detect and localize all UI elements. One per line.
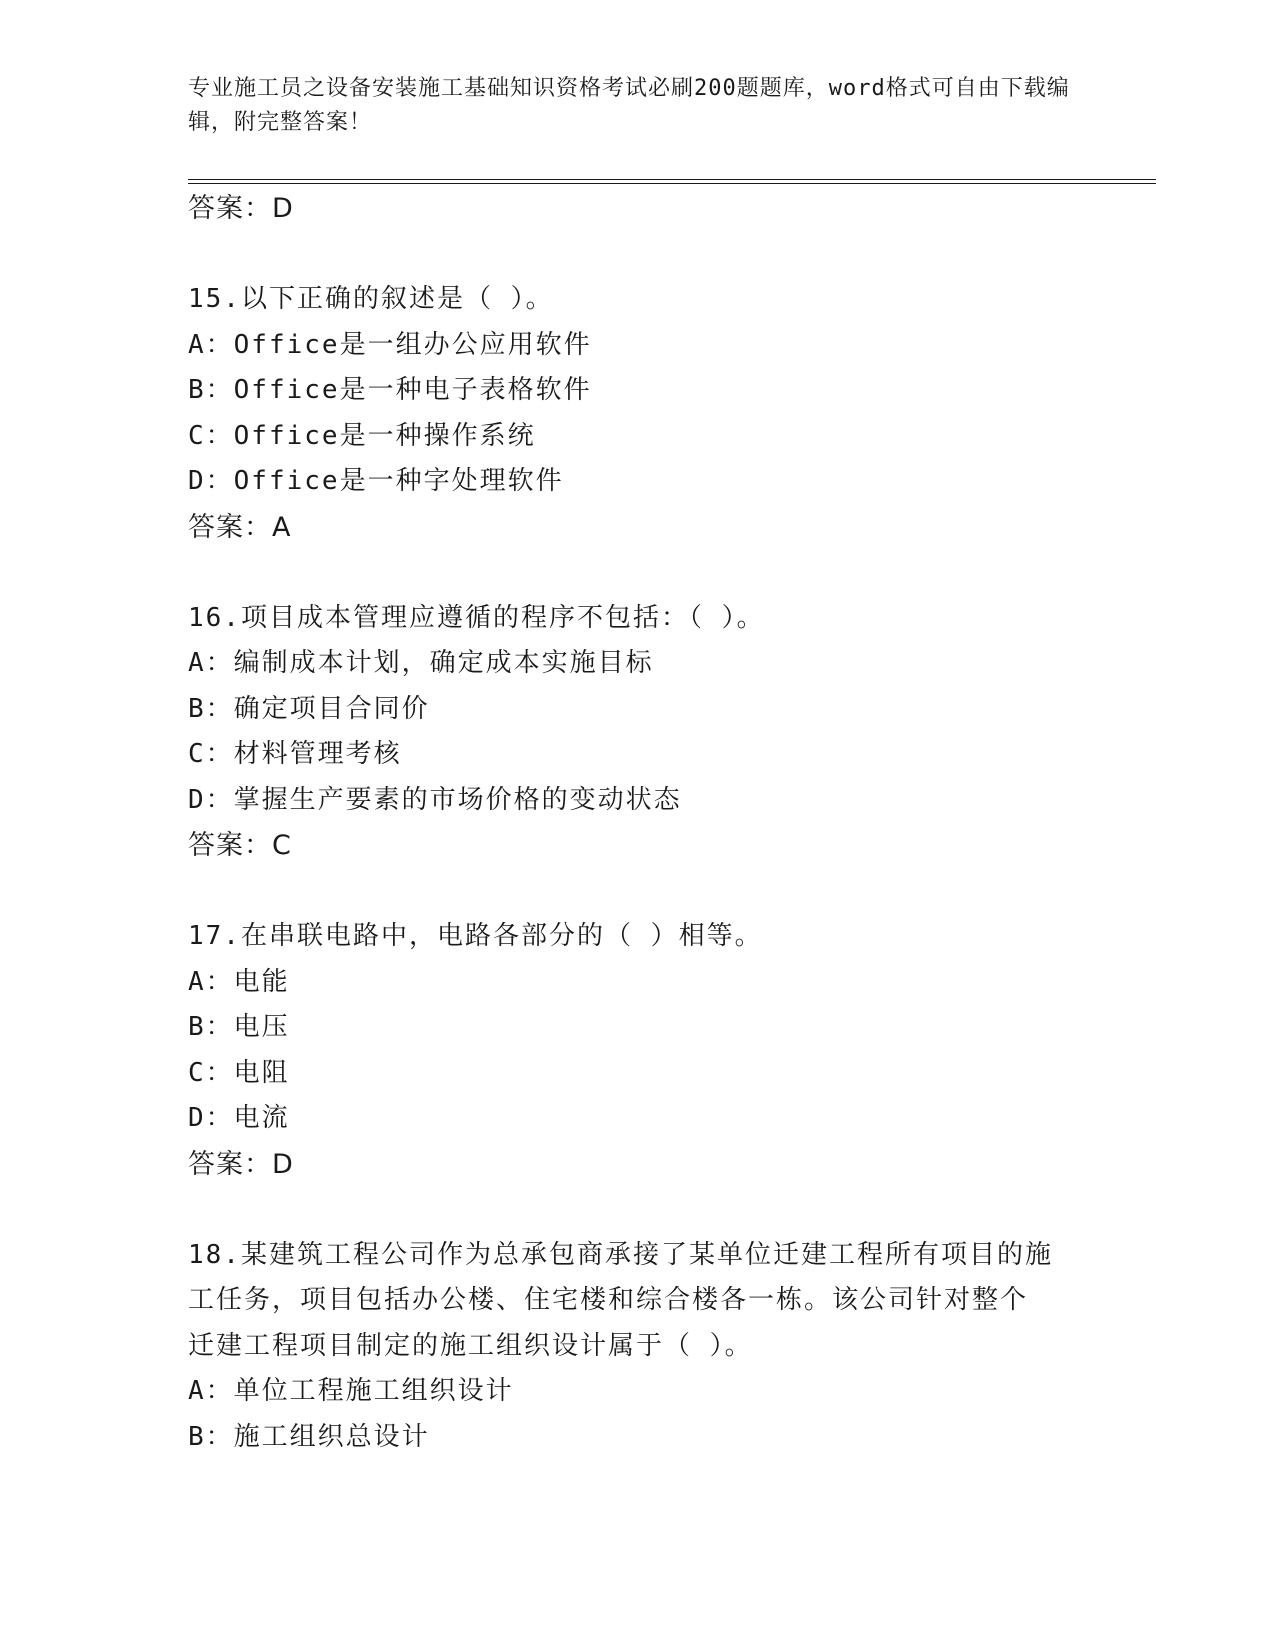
question-block: [188, 1233, 1088, 1461]
option-d: D：Office是一种字处理软件: [188, 466, 564, 496]
header-divider-top: [188, 179, 1156, 180]
option-b: B：确定项目合同价: [188, 693, 430, 724]
answer-line: 答案：D: [188, 193, 294, 224]
option-b: B：施工组织总设计: [188, 1421, 430, 1452]
option-c: C：材料管理考核: [188, 739, 402, 769]
question-stem-line-2: 工任务，项目包括办公楼、住宅楼和综合楼各一栋。该公司针对整个: [188, 1285, 1029, 1315]
option-b: B：电压: [188, 1012, 290, 1042]
spacer: [188, 869, 1088, 915]
option-d: D：电流: [188, 1103, 290, 1133]
page-header: [188, 72, 1078, 140]
answer-line: 答案：C: [188, 830, 292, 861]
option-a: A：单位工程施工组织设计: [188, 1376, 514, 1406]
question-stem-line-3: 迁建工程项目制定的施工组织设计属于（ ）。: [188, 1330, 753, 1361]
question-stem: 16.项目成本管理应遵循的程序不包括：（ ）。: [188, 602, 765, 633]
spacer: [188, 550, 1088, 596]
header-divider-bottom: [188, 183, 1156, 184]
option-c: C：电阻: [188, 1057, 290, 1088]
question-stem: 15.以下正确的叙述是（ ）。: [188, 284, 554, 314]
option-d: D：掌握生产要素的市场价格的变动状态: [188, 784, 682, 815]
spacer: [188, 232, 1088, 278]
answer-line: 答案：A: [188, 511, 292, 543]
question-content: [188, 186, 1088, 1460]
question-stem: 17.在串联电路中，电路各部分的（ ）相等。: [188, 921, 763, 951]
header-text: 专业施工员之设备安装施工基础知识资格考试必刷200题题库，word格式可自由下载编辑，附完整答案！: [188, 76, 1070, 135]
question-block: [188, 914, 1088, 1187]
answer-line: 答案：D: [188, 1148, 294, 1180]
option-b: B：Office是一种电子表格软件: [188, 375, 592, 405]
question-block: [188, 596, 1088, 869]
option-a: A：Office是一组办公应用软件: [188, 329, 592, 360]
question-block: [188, 277, 1088, 550]
question-stem-line-1: 18.某建筑工程公司作为总承包商承接了某单位迁建工程所有项目的施: [188, 1239, 1053, 1270]
option-c: C：Office是一种操作系统: [188, 420, 536, 451]
option-a: A：电能: [188, 966, 290, 997]
spacer: [188, 1187, 1088, 1233]
option-a: A：编制成本计划，确定成本实施目标: [188, 648, 654, 678]
